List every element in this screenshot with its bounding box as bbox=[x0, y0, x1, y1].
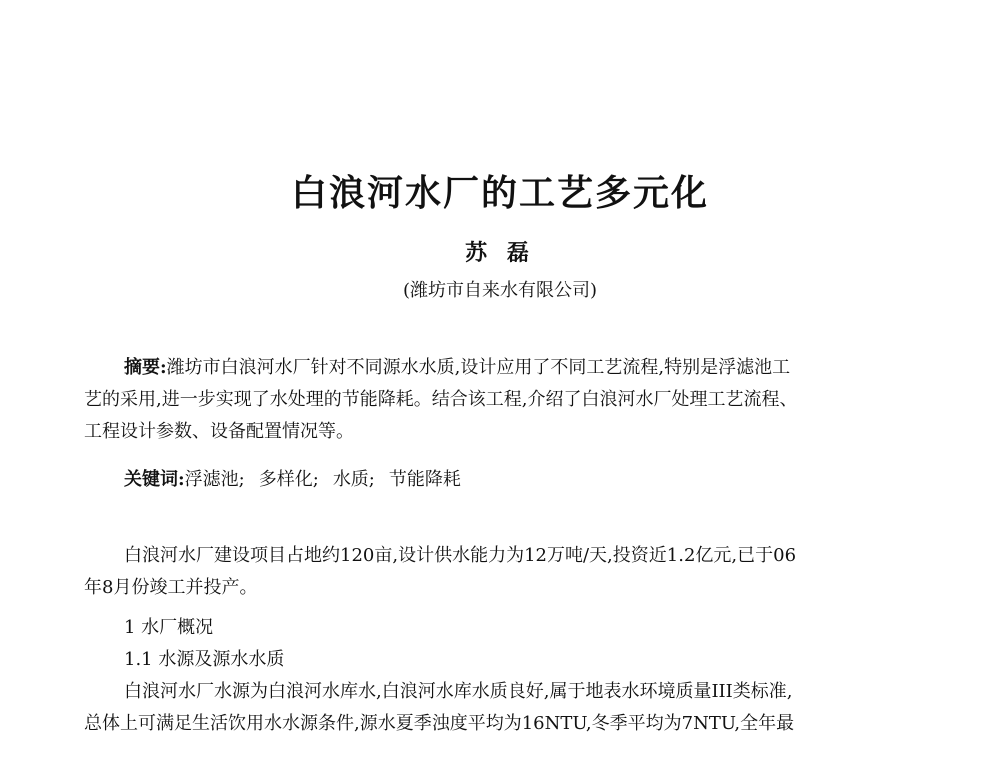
keywords-line bbox=[84, 464, 924, 496]
section-block bbox=[84, 612, 924, 740]
keyword: 节能降耗 bbox=[388, 469, 461, 490]
section-heading-1-1: 1.1 水源及源水水质 bbox=[124, 649, 285, 670]
author-name: 苏 磊 bbox=[465, 240, 535, 266]
body-line: 总体上可满足生活饮用水水源条件,源水夏季浊度平均为16NTU,冬季平均为7NTU,全年最 bbox=[84, 713, 795, 734]
section-heading-1: 1 水厂概况 bbox=[124, 617, 214, 638]
abstract-label: 摘要: bbox=[124, 357, 167, 378]
abstract-line: 工程设计参数、设备配置情况等。 bbox=[84, 421, 354, 442]
abstract-line bbox=[84, 352, 924, 384]
keywords-label: 关键词: bbox=[124, 469, 185, 490]
body-line: 白浪河水厂水源为白浪河水库水,白浪河水库水质良好,属于地表水环境质量III类标准, bbox=[124, 681, 793, 702]
keyword: 浮滤池; bbox=[184, 469, 245, 490]
body-line: 白浪河水厂建设项目占地约120亩,设计供水能力为12万吨/天,投资近1.2亿元,已于06 bbox=[124, 545, 797, 566]
keywords bbox=[84, 464, 924, 496]
intro-paragraph bbox=[84, 540, 924, 604]
keyword: 水质; bbox=[332, 469, 375, 490]
abstract-text: 潍坊市白浪河水厂针对不同源水水质,设计应用了不同工艺流程,特别是浮滤池工 bbox=[166, 357, 791, 378]
author-affiliation: (潍坊市自来水有限公司) bbox=[402, 280, 598, 301]
abstract bbox=[84, 352, 924, 448]
keyword: 多样化; bbox=[258, 469, 319, 490]
paper-title: 白浪河水厂的工艺多元化 bbox=[290, 172, 709, 214]
abstract-line: 艺的采用,进一步实现了水处理的节能降耗。结合该工程,介绍了白浪河水厂处理工艺流程、 bbox=[84, 389, 798, 410]
body-line: 年8月份竣工并投产。 bbox=[84, 577, 258, 598]
